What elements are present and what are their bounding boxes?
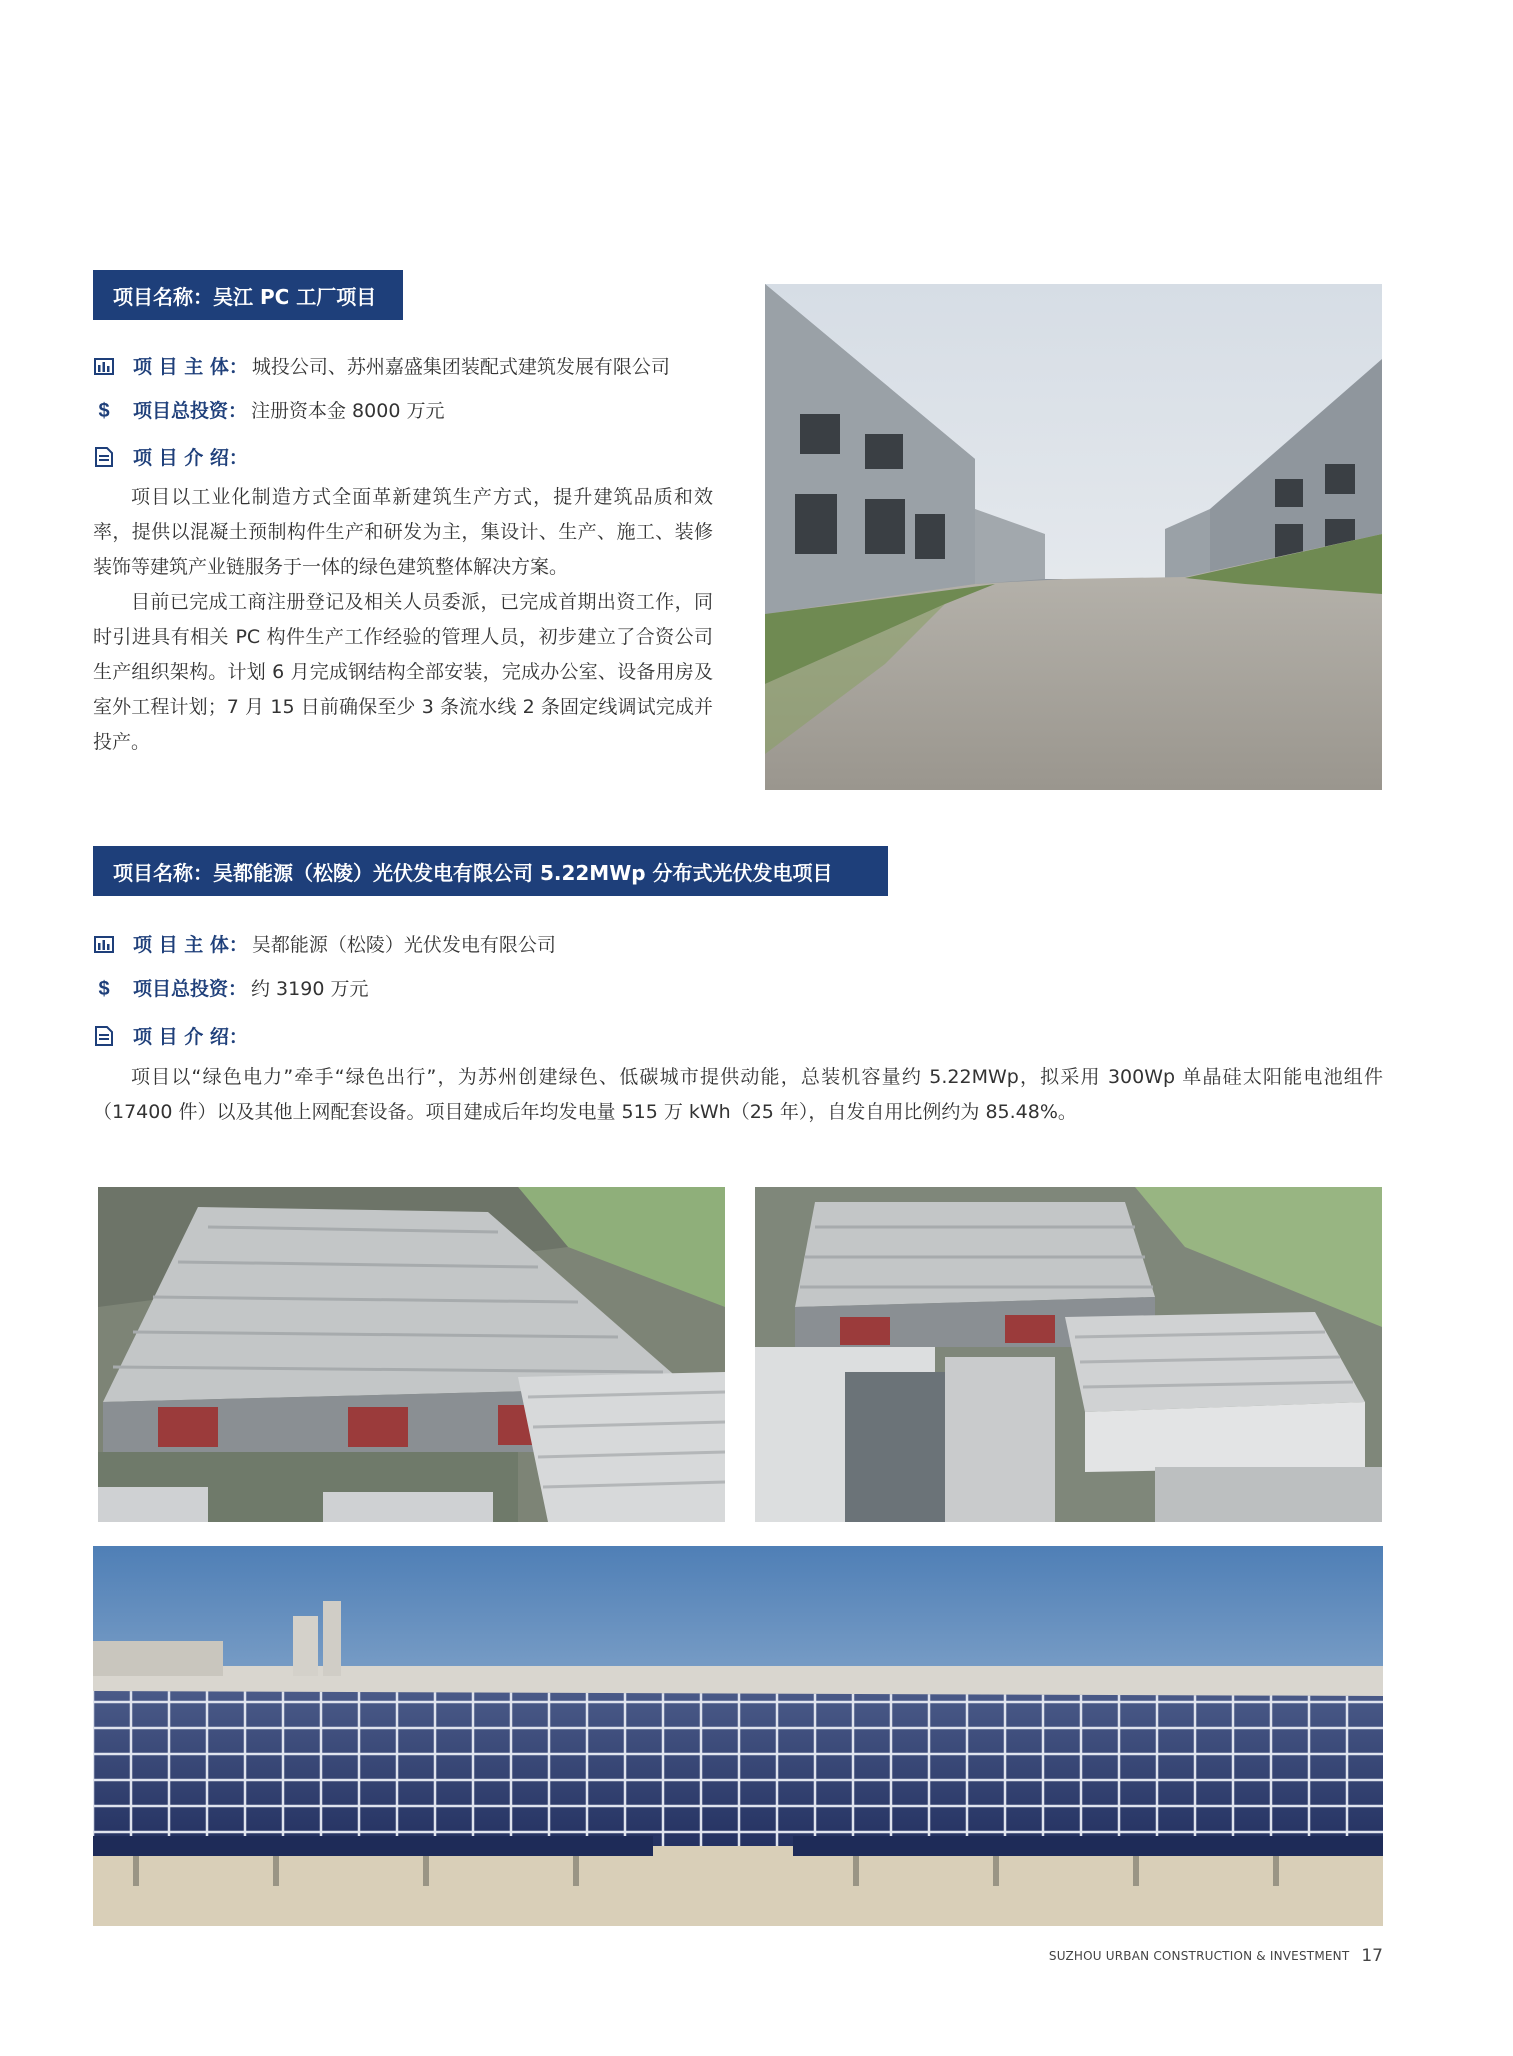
project2-intro-row (93, 1022, 252, 1049)
investment-label: 项目总投资： (133, 978, 248, 1000)
project1-investment-row (93, 396, 444, 423)
aerial-factory-photo-left (98, 1187, 725, 1522)
subject-value: 吴都能源（松陵）光伏发电有限公司 (251, 934, 556, 956)
subject-label: 项 目 主 体： (133, 934, 248, 956)
building-icon (93, 355, 115, 377)
page-number: 17 (1361, 1946, 1383, 1966)
project1-intro-row (93, 443, 252, 470)
page-footer (1049, 1946, 1383, 1966)
investment-value: 注册资本金 8000 万元 (251, 400, 445, 422)
intro-label: 项 目 介 绍： (133, 1026, 248, 1048)
project1-title: 项目名称：吴江 PC 工厂项目 (93, 270, 403, 320)
investment-value: 约 3190 万元 (251, 978, 369, 1000)
dollar-icon (93, 977, 115, 999)
solar-panels-photo (93, 1546, 1383, 1926)
factory-road-photo (765, 284, 1382, 790)
project2-investment-row (93, 974, 368, 1001)
svg-text:$: $ (98, 977, 110, 999)
subject-value: 城投公司、苏州嘉盛集团装配式建筑发展有限公司 (251, 356, 670, 378)
project1-subject-row (93, 352, 670, 379)
document-icon (93, 1025, 115, 1047)
building-icon (93, 933, 115, 955)
publication-name: SUZHOU URBAN CONSTRUCTION & INVESTMENT (1048, 1949, 1350, 1963)
paragraph: 项目以“绿色电力”牵手“绿色出行”，为苏州创建绿色、低碳城市提供动能，总装机容量约 5.22MWp，拟采用 300Wp 单晶硅太阳能电池组件（17400 件）以及其他上网配套设备。项目建成后年均发电量 515 万 kWh（25 年），自发自用比例约为 85.48%。 (93, 1066, 1383, 1123)
investment-label: 项目总投资： (133, 400, 248, 422)
svg-text:$: $ (98, 399, 110, 421)
project2-title: 项目名称：吴都能源（松陵）光伏发电有限公司 5.22MWp 分布式光伏发电项目 (93, 846, 888, 896)
dollar-icon (93, 399, 115, 421)
document-icon (93, 446, 115, 468)
project2-subject-row (93, 930, 556, 957)
paragraph: 目前已完成工商注册登记及相关人员委派，已完成首期出资工作，同时引进具有相关 PC 构件生产工作经验的管理人员，初步建立了合资公司生产组织架构。计划 6 月完成钢结构全部安装，完成办公室、设备用房及室外工程计划；7 月 15 日前确保至少 3 条流水线 2 条固定线调试完成并投产。 (93, 591, 713, 753)
subject-label: 项 目 主 体： (133, 356, 248, 378)
paragraph: 项目以工业化制造方式全面革新建筑生产方式，提升建筑品质和效率，提供以混凝土预制构件生产和研发为主，集设计、生产、施工、装修装饰等建筑产业链服务于一体的绿色建筑整体解决方案。 (93, 486, 713, 578)
intro-label: 项 目 介 绍： (133, 447, 248, 469)
aerial-factory-photo-right (755, 1187, 1382, 1522)
project2-intro-text (93, 1060, 1383, 1130)
project1-intro-text (93, 480, 713, 760)
